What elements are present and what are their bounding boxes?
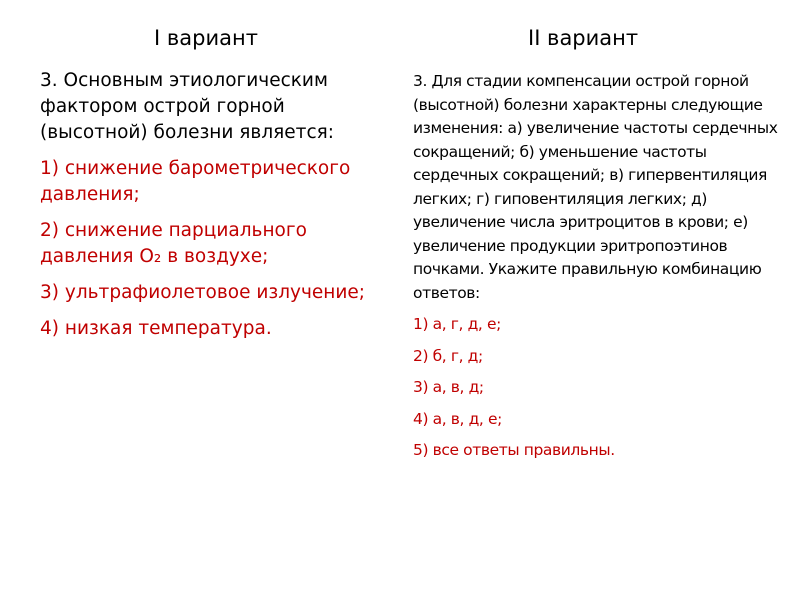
variant-1-question: 3. Основным этиологическим фактором острой горной (высотной) болезни является:: [40, 70, 334, 143]
variant-1-answer-3: 3) ультрафиолетовое излучение;: [40, 282, 366, 303]
variant-1-answer-2: 2) снижение парциального давления O₂ в воздухе;: [40, 220, 307, 267]
variant-1-answer-list: [40, 156, 370, 342]
variant-2-answer-4: 4) а, в, д, е;: [413, 409, 502, 428]
variant-1-answer-1: 1) снижение барометрического давления;: [40, 158, 351, 205]
variant-1-title: I вариант: [154, 26, 258, 50]
variant-2-answer-2: 2) б, г, д;: [413, 346, 483, 365]
variant-2-column: [413, 70, 791, 463]
variant-2-answer-3: 3) а, в, д;: [413, 378, 484, 396]
variant-2-title: II вариант: [528, 26, 639, 50]
variant-2-answer-5: 5) все ответы правильны.: [413, 441, 615, 459]
variant-2-question: 3. Для стадии компенсации острой горной (высотной) болезни характерны следующие изменения: а) увеличение частоты сердечных сокращений; б) уменьшение частоты сердечных сокращений; в) гипервентиляция легких; г) гиповентиляция легких; д) увеличение числа эритроцитов в крови; е) увеличение продукции эритропоэтинов почками. Укажите правильную комбинацию ответов:: [413, 72, 778, 302]
variant-1-answer-4: 4) низкая температура.: [40, 318, 272, 339]
variant-2-answer-list: [413, 313, 791, 463]
variant-2-answer-1: 1) а, г, д, е;: [413, 315, 501, 333]
variant-1-column: [40, 68, 370, 342]
